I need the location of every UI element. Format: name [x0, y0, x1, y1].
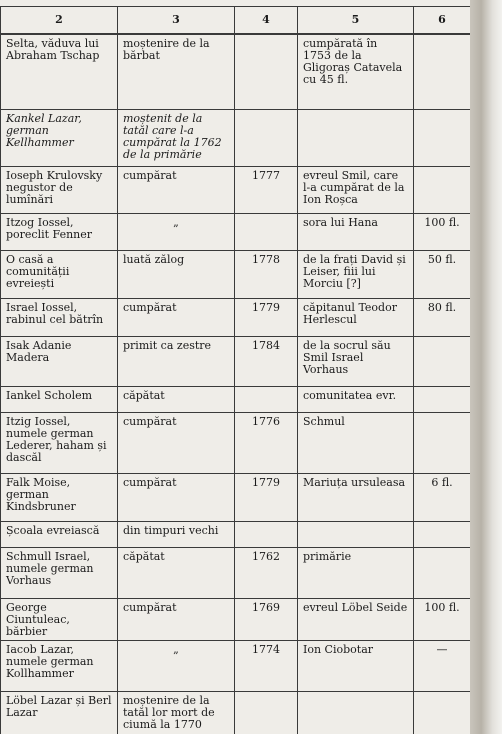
- acquisition-cell: luată zălog: [118, 250, 235, 298]
- year-cell: 1777: [235, 166, 298, 213]
- price-cell: [414, 691, 471, 734]
- year-cell: 1778: [235, 250, 298, 298]
- owner-cell: Itzig Iossel, numele german Lederer, haham și dascăl: [1, 412, 118, 473]
- price-cell: 50 fl.: [414, 250, 471, 298]
- page-edge: [470, 0, 502, 734]
- year-cell: [235, 34, 298, 109]
- table-row: [1, 691, 471, 734]
- table-row: [1, 412, 471, 473]
- table-row: [1, 336, 471, 386]
- year-cell: 1762: [235, 547, 298, 598]
- owner-cell: O casă a comunității evreiești: [1, 250, 118, 298]
- price-cell: —: [414, 640, 471, 691]
- acquisition-cell: cumpărat: [118, 598, 235, 640]
- source-cell: primărie: [298, 547, 414, 598]
- acquisition-cell: căpătat: [118, 547, 235, 598]
- table-row: [1, 521, 471, 547]
- header-row: [1, 7, 471, 35]
- table-row: [1, 547, 471, 598]
- price-cell: [414, 109, 471, 166]
- source-cell: căpitanul Teodor Herlescul: [298, 298, 414, 336]
- column-header: 2: [1, 7, 118, 35]
- column-header: 3: [118, 7, 235, 35]
- price-cell: 100 fl.: [414, 598, 471, 640]
- table-row: [1, 473, 471, 521]
- source-cell: evreul Smil, care l-a cumpărat de la Ion Roșca: [298, 166, 414, 213]
- price-cell: 6 fl.: [414, 473, 471, 521]
- acquisition-cell: cumpărat: [118, 298, 235, 336]
- year-cell: 1776: [235, 412, 298, 473]
- source-cell: Mariuța ursuleasa: [298, 473, 414, 521]
- year-cell: 1769: [235, 598, 298, 640]
- year-cell: 1779: [235, 298, 298, 336]
- acquisition-cell: căpătat: [118, 386, 235, 412]
- acquisition-cell: din timpuri vechi: [118, 521, 235, 547]
- price-cell: 80 fl.: [414, 298, 471, 336]
- source-cell: [298, 109, 414, 166]
- acquisition-cell: primit ca zestre: [118, 336, 235, 386]
- owner-cell: Schmull Israel, numele german Vorhaus: [1, 547, 118, 598]
- owner-cell: Itzog Iossel, poreclit Fenner: [1, 213, 118, 250]
- year-cell: [235, 386, 298, 412]
- source-cell: [298, 521, 414, 547]
- year-cell: [235, 691, 298, 734]
- price-cell: [414, 336, 471, 386]
- table-row: [1, 34, 471, 109]
- source-cell: sora lui Hana: [298, 213, 414, 250]
- source-cell: Ion Ciobotar: [298, 640, 414, 691]
- year-cell: [235, 213, 298, 250]
- acquisition-cell: cumpărat: [118, 166, 235, 213]
- table-row: [1, 640, 471, 691]
- source-cell: de la socrul său Smil Israel Vorhaus: [298, 336, 414, 386]
- price-cell: [414, 386, 471, 412]
- source-cell: de la frați David și Leiser, fiii lui Morciu [?]: [298, 250, 414, 298]
- table-row: [1, 598, 471, 640]
- ledger-table: [0, 6, 470, 734]
- acquisition-cell: cumpărat: [118, 473, 235, 521]
- owner-cell: Selta, văduva lui Abraham Tschap: [1, 34, 118, 109]
- owner-cell: Iankel Scholem: [1, 386, 118, 412]
- table-row: [1, 166, 471, 213]
- owner-cell: George Ciuntuleac, bărbier: [1, 598, 118, 640]
- owner-cell: Școala evreiască: [1, 521, 118, 547]
- owner-cell: Isak Adanie Madera: [1, 336, 118, 386]
- year-cell: 1784: [235, 336, 298, 386]
- source-cell: comunitatea evr.: [298, 386, 414, 412]
- acquisition-cell: cumpărat: [118, 412, 235, 473]
- acquisition-cell: moștenire de la bărbat: [118, 34, 235, 109]
- price-cell: [414, 547, 471, 598]
- owner-cell: Kankel Lazar, german Kellhammer: [1, 109, 118, 166]
- source-cell: Schmul: [298, 412, 414, 473]
- owner-cell: Löbel Lazar și Berl Lazar: [1, 691, 118, 734]
- owner-cell: Ioseph Krulovsky negustor de lumînări: [1, 166, 118, 213]
- acquisition-cell: moștenit de la tatăl care l-a cumpărat la 1762 de la primărie: [118, 109, 235, 166]
- year-cell: 1779: [235, 473, 298, 521]
- owner-cell: Israel Iossel, rabinul cel bătrîn: [1, 298, 118, 336]
- table-row: [1, 213, 471, 250]
- year-cell: 1774: [235, 640, 298, 691]
- column-header: 4: [235, 7, 298, 35]
- column-header: 5: [298, 7, 414, 35]
- ditto-mark: „: [118, 640, 235, 691]
- price-cell: [414, 34, 471, 109]
- owner-cell: Iacob Lazar, numele german Kollhammer: [1, 640, 118, 691]
- table-row: [1, 109, 471, 166]
- source-cell: [298, 691, 414, 734]
- year-cell: [235, 521, 298, 547]
- price-cell: 100 fl.: [414, 213, 471, 250]
- table-row: [1, 250, 471, 298]
- table-row: [1, 298, 471, 336]
- price-cell: [414, 166, 471, 213]
- year-cell: [235, 109, 298, 166]
- source-cell: evreul Löbel Seide: [298, 598, 414, 640]
- owner-cell: Falk Moise, german Kindsbruner: [1, 473, 118, 521]
- ditto-mark: „: [118, 213, 235, 250]
- price-cell: [414, 521, 471, 547]
- column-header: 6: [414, 7, 471, 35]
- table-row: [1, 386, 471, 412]
- acquisition-cell: moștenire de la tatăl lor mort de ciumă la 1770: [118, 691, 235, 734]
- source-cell: cumpărată în 1753 de la Gligoraș Catavela cu 45 fl.: [298, 34, 414, 109]
- price-cell: [414, 412, 471, 473]
